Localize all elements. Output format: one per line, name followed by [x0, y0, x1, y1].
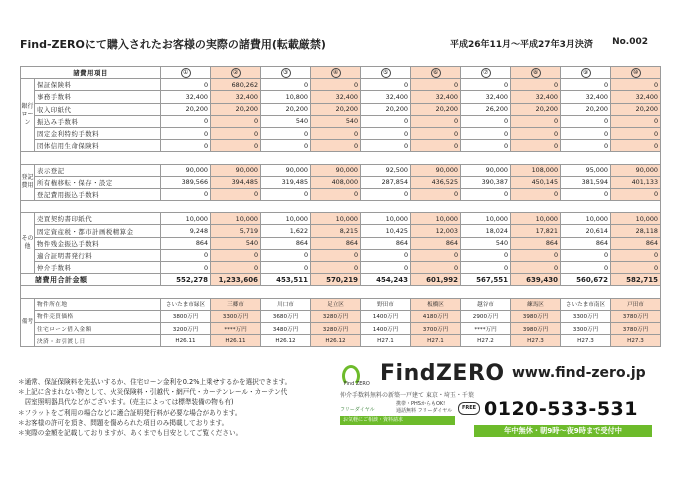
page-header: [20, 36, 660, 52]
cost-cell: 20,200: [411, 103, 461, 115]
info-row: [21, 335, 661, 347]
cost-cell: 0: [211, 115, 261, 127]
cost-cell: 90,000: [261, 164, 311, 176]
cost-cell: 0: [461, 127, 511, 139]
note-line: ＊上記に含まれない物として、火災保険料・引越代・網戸代・カーテンレール・カーテン代: [18, 388, 288, 397]
cost-cell: 540: [311, 115, 361, 127]
total-cell: 601,992: [411, 274, 461, 286]
item-header: 諸費用項目: [21, 67, 161, 79]
total-row: [21, 274, 661, 286]
cost-cell: 0: [611, 188, 661, 200]
cost-cell: 20,200: [161, 103, 211, 115]
cost-cell: 864: [261, 237, 311, 249]
freedial-tag: フリーダイヤル: [340, 407, 375, 413]
phone-info: [396, 401, 452, 415]
column-header: [561, 67, 611, 79]
row-label: 事務手数料: [35, 91, 161, 103]
cost-cell: 10,000: [211, 213, 261, 225]
row-label: 表示登記: [35, 164, 161, 176]
column-header: [311, 67, 361, 79]
cost-cell: 0: [461, 79, 511, 91]
cost-cell: 0: [161, 115, 211, 127]
cost-cell: 436,525: [411, 176, 461, 188]
cost-cell: 0: [161, 79, 211, 91]
info-cell: H27.3: [561, 335, 611, 347]
cost-cell: 90,000: [211, 164, 261, 176]
cost-cell: 0: [411, 115, 461, 127]
info-label: 物件売買価格: [35, 310, 161, 322]
info-cell: 3780万円: [611, 310, 661, 322]
cost-cell: 0: [261, 249, 311, 261]
group-label: 銀行ローン: [21, 79, 35, 152]
cost-cell: 5,719: [211, 225, 261, 237]
info-cell: H27.1: [411, 335, 461, 347]
info-cell: 3680万円: [261, 310, 311, 322]
cost-cell: 12,003: [411, 225, 461, 237]
cost-cell: 0: [561, 79, 611, 91]
cost-cell: 0: [411, 249, 461, 261]
cost-cell: 0: [311, 188, 361, 200]
cost-cell: 0: [361, 115, 411, 127]
cost-cell: 0: [311, 249, 361, 261]
cost-cell: 17,821: [511, 225, 561, 237]
column-header: [411, 67, 461, 79]
cost-cell: 0: [161, 249, 211, 261]
cost-cell: 0: [511, 249, 561, 261]
cost-cell: 0: [211, 127, 261, 139]
table-row: [21, 225, 661, 237]
column-number: ④: [331, 68, 341, 78]
brand-name: FindZERO: [380, 361, 505, 386]
table-row: [21, 188, 661, 200]
cost-cell: 864: [561, 237, 611, 249]
table-header-row: [21, 67, 661, 79]
consult-banner: お気軽にご相談・資料請求: [340, 416, 455, 425]
cost-cell: 0: [211, 262, 261, 274]
info-cell: 1400万円: [361, 310, 411, 322]
cost-cell: 10,000: [311, 213, 361, 225]
info-cell: 1400万円: [361, 322, 411, 334]
total-cell: 567,551: [461, 274, 511, 286]
remarks-label: 備考: [21, 298, 35, 347]
free-dial-icon: FREE: [458, 402, 480, 415]
table-row: [21, 103, 661, 115]
table-row: [21, 237, 661, 249]
row-label: 所有権移転・保存・設定: [35, 176, 161, 188]
row-label: 登記費用振込手数料: [35, 188, 161, 200]
row-label: 適合証明書発行料: [35, 249, 161, 261]
cost-cell: 381,594: [561, 176, 611, 188]
page-title: Find-ZEROにて購入されたお客様の実際の諸費用(転載厳禁): [20, 38, 326, 51]
info-cell: H27.2: [461, 335, 511, 347]
table-row: [21, 115, 661, 127]
info-cell: 三郷市: [211, 298, 261, 310]
info-row: [21, 322, 661, 334]
cost-cell: 8,215: [311, 225, 361, 237]
cost-cell: 32,400: [161, 91, 211, 103]
cost-cell: 90,000: [611, 164, 661, 176]
brand-subtitle: 仲介手数料無料の新築一戸建て 東京・埼玉・千葉: [340, 392, 474, 399]
cost-cell: 864: [311, 237, 361, 249]
cost-cell: 319,485: [261, 176, 311, 188]
total-cell: 454,243: [361, 274, 411, 286]
info-cell: 足立区: [311, 298, 361, 310]
info-cell: ****万円: [211, 322, 261, 334]
cost-cell: 0: [611, 79, 661, 91]
table-row: [21, 140, 661, 152]
cost-cell: 28,118: [611, 225, 661, 237]
info-cell: 越谷市: [461, 298, 511, 310]
column-number: ⑨: [581, 68, 591, 78]
cost-cell: 10,000: [411, 213, 461, 225]
cost-cell: 0: [261, 262, 311, 274]
total-label: 諸費用合計金額: [21, 274, 161, 286]
total-cell: 560,672: [561, 274, 611, 286]
cost-cell: 95,000: [561, 164, 611, 176]
cost-cell: 0: [611, 140, 661, 152]
row-label: 団体信用生命保険料: [35, 140, 161, 152]
cost-cell: 10,000: [261, 213, 311, 225]
group-label: その他: [21, 213, 35, 274]
column-number: ⑦: [481, 68, 491, 78]
table-row: [21, 176, 661, 188]
cost-cell: 20,200: [311, 103, 361, 115]
cost-cell: 540: [211, 237, 261, 249]
cost-cell: 0: [461, 115, 511, 127]
cost-cell: 32,400: [511, 91, 561, 103]
cost-cell: 92,500: [361, 164, 411, 176]
cost-cell: 0: [161, 127, 211, 139]
table-row: [21, 213, 661, 225]
cost-cell: 0: [261, 188, 311, 200]
document-number: No.002: [612, 37, 648, 47]
row-label: 収入印紙代: [35, 103, 161, 115]
cost-cell: 0: [561, 115, 611, 127]
cost-cell: 0: [361, 79, 411, 91]
cost-cell: 864: [611, 237, 661, 249]
cost-cell: 0: [461, 262, 511, 274]
cost-cell: 90,000: [311, 164, 361, 176]
cost-cell: 0: [561, 127, 611, 139]
info-cell: 3780万円: [611, 322, 661, 334]
cost-cell: 0: [311, 79, 361, 91]
company-logo-block: [340, 361, 660, 441]
cost-cell: 10,000: [361, 213, 411, 225]
cost-cell: 32,400: [361, 91, 411, 103]
cost-cell: 0: [411, 140, 461, 152]
group-spacer: [21, 152, 661, 164]
cost-cell: 864: [361, 237, 411, 249]
cost-cell: 32,400: [411, 91, 461, 103]
column-header: [211, 67, 261, 79]
cost-cell: 0: [261, 140, 311, 152]
cost-cell: 1,622: [261, 225, 311, 237]
cost-cell: 9,248: [161, 225, 211, 237]
info-cell: 3300万円: [561, 310, 611, 322]
info-cell: さいたま市緑区: [161, 298, 211, 310]
cost-cell: 0: [161, 188, 211, 200]
cost-cell: 10,800: [261, 91, 311, 103]
table-row: [21, 249, 661, 261]
total-cell: 570,219: [311, 274, 361, 286]
note-line: ＊フラットをご利用の場合などに適合証明発行料が必要な場合があります。: [18, 408, 242, 417]
cost-cell: 0: [461, 188, 511, 200]
column-header: [161, 67, 211, 79]
cost-cell: 26,200: [461, 103, 511, 115]
cost-cell: 32,400: [311, 91, 361, 103]
cost-cell: 287,854: [361, 176, 411, 188]
cost-cell: 10,000: [461, 213, 511, 225]
row-label: 保証保険料: [35, 79, 161, 91]
phone-info-line2: 通話無料 フリーダイヤル: [396, 408, 453, 414]
cost-cell: 0: [361, 262, 411, 274]
cost-cell: 394,485: [211, 176, 261, 188]
cost-cell: 0: [311, 127, 361, 139]
cost-cell: 0: [561, 249, 611, 261]
phone-number[interactable]: 0120-533-531: [484, 398, 638, 420]
info-cell: H27.1: [361, 335, 411, 347]
note-line: ＊通常、保証保険料を先払いするか、住宅ローン金利を0.2%上乗せするかを選択できます。: [18, 378, 292, 386]
period-text: 平成26年11月〜平成27年3月決済: [450, 40, 593, 50]
cost-cell: 0: [511, 262, 561, 274]
cost-cell: 32,400: [611, 91, 661, 103]
info-cell: 2900万円: [461, 310, 511, 322]
note-line: ＊実際の金額を記載しておりますが、あくまでも目安としてご覧ください。: [18, 429, 243, 438]
cost-cell: 20,200: [561, 103, 611, 115]
info-cell: 3300万円: [561, 322, 611, 334]
cost-cell: 20,200: [511, 103, 561, 115]
info-cell: H26.12: [261, 335, 311, 347]
info-cell: 戸田市: [611, 298, 661, 310]
cost-cell: 864: [161, 237, 211, 249]
table-row: [21, 164, 661, 176]
cost-cell: 390,387: [461, 176, 511, 188]
cost-cell: 0: [511, 115, 561, 127]
column-header: [611, 67, 661, 79]
info-cell: 3980万円: [511, 310, 561, 322]
cost-cell: 0: [561, 188, 611, 200]
cost-cell: 0: [411, 127, 461, 139]
table-row: [21, 91, 661, 103]
info-cell: H26.11: [161, 335, 211, 347]
info-cell: 3200万円: [161, 322, 211, 334]
info-cell: 3280万円: [311, 310, 361, 322]
cost-cell: 540: [461, 237, 511, 249]
cost-cell: 0: [461, 249, 511, 261]
cost-cell: 0: [611, 249, 661, 261]
cost-cell: 0: [411, 262, 461, 274]
column-number: ①: [181, 68, 191, 78]
total-cell: 552,278: [161, 274, 211, 286]
info-row: [21, 298, 661, 310]
info-cell: H26.12: [311, 335, 361, 347]
business-hours-banner: 年中無休・朝9時〜夜9時まで受付中: [474, 425, 652, 437]
cost-cell: 18,024: [461, 225, 511, 237]
info-cell: 3280万円: [311, 322, 361, 334]
group-label: 登記費用: [21, 164, 35, 201]
info-label: 住宅ローン借入金額: [35, 322, 161, 334]
column-number: ⑥: [431, 68, 441, 78]
info-row: [21, 310, 661, 322]
column-header: [511, 67, 561, 79]
row-label: 振込み手数料: [35, 115, 161, 127]
note-line: 居室照明器具代などがございます。(売主によっては標準装備の物も有): [18, 398, 234, 407]
info-cell: 3300万円: [211, 310, 261, 322]
cost-cell: 0: [311, 140, 361, 152]
cost-cell: 0: [411, 188, 461, 200]
cost-cell: 401,133: [611, 176, 661, 188]
info-cell: 3800万円: [161, 310, 211, 322]
column-header: [361, 67, 411, 79]
cost-cell: 90,000: [411, 164, 461, 176]
row-label: 物件残金振込手数料: [35, 237, 161, 249]
cost-cell: 864: [411, 237, 461, 249]
info-cell: 4180万円: [411, 310, 461, 322]
info-cell: 3980万円: [511, 322, 561, 334]
info-cell: 板橋区: [411, 298, 461, 310]
total-cell: 582,715: [611, 274, 661, 286]
website-url[interactable]: www.find-zero.jp: [512, 365, 646, 381]
cost-cell: 0: [211, 140, 261, 152]
column-number: ②: [231, 68, 241, 78]
logo-small-text: Find ZERO: [344, 381, 370, 387]
total-spacer: [21, 286, 661, 298]
row-label: 売買契約書印紙代: [35, 213, 161, 225]
cost-cell: 0: [611, 262, 661, 274]
column-number: ⑩: [631, 68, 641, 78]
cost-cell: 0: [361, 188, 411, 200]
cost-cell: 0: [311, 262, 361, 274]
cost-cell: 0: [561, 262, 611, 274]
cost-cell: 20,200: [361, 103, 411, 115]
info-cell: H27.3: [511, 335, 561, 347]
cost-cell: 0: [261, 127, 311, 139]
cost-cell: 0: [211, 188, 261, 200]
info-cell: 3700万円: [411, 322, 461, 334]
group-spacer: [21, 201, 661, 213]
info-cell: 野田市: [361, 298, 411, 310]
info-label: 物件所在地: [35, 298, 161, 310]
cost-cell: 0: [511, 188, 561, 200]
cost-cell: 10,000: [511, 213, 561, 225]
total-cell: 453,511: [261, 274, 311, 286]
cost-cell: 0: [361, 249, 411, 261]
cost-cell: 0: [611, 127, 661, 139]
total-cell: 639,430: [511, 274, 561, 286]
cost-cell: 32,400: [461, 91, 511, 103]
cost-cell: 0: [211, 249, 261, 261]
cost-cell: 0: [611, 115, 661, 127]
info-cell: ****万円: [461, 322, 511, 334]
cost-cell: 0: [511, 140, 561, 152]
info-cell: 練馬区: [511, 298, 561, 310]
note-line: ＊お客様の許可を頂き、問題を傷められた項目のみ掲載しております。: [18, 418, 229, 427]
total-cell: 1,233,606: [211, 274, 261, 286]
column-number: ⑧: [531, 68, 541, 78]
table-row: [21, 127, 661, 139]
cost-cell: 20,200: [211, 103, 261, 115]
cost-cell: 0: [361, 140, 411, 152]
notes-section: [18, 377, 318, 438]
cost-cell: 10,425: [361, 225, 411, 237]
cost-cell: 389,566: [161, 176, 211, 188]
cost-cell: 864: [511, 237, 561, 249]
cost-cell: 20,200: [261, 103, 311, 115]
cost-cell: 0: [461, 140, 511, 152]
info-cell: H26.11: [211, 335, 261, 347]
cost-cell: 0: [361, 127, 411, 139]
cost-cell: 0: [261, 79, 311, 91]
cost-cell: 10,000: [561, 213, 611, 225]
cost-cell: 0: [511, 127, 561, 139]
cost-cell: 540: [261, 115, 311, 127]
column-number: ⑤: [381, 68, 391, 78]
cost-cell: 20,614: [561, 225, 611, 237]
cost-cell: 0: [561, 140, 611, 152]
info-cell: 川口市: [261, 298, 311, 310]
cost-cell: 0: [161, 140, 211, 152]
info-cell: さいたま市南区: [561, 298, 611, 310]
cost-table: [20, 66, 661, 347]
cost-cell: 450,145: [511, 176, 561, 188]
cost-cell: 10,000: [161, 213, 211, 225]
phone-info-line1: 携帯・PHSからもOK!: [396, 401, 446, 407]
table-row: [21, 262, 661, 274]
cost-cell: 0: [411, 79, 461, 91]
cost-cell: 10,000: [611, 213, 661, 225]
row-label: 固定資産税・都市計画税精算金: [35, 225, 161, 237]
cost-cell: 32,400: [561, 91, 611, 103]
cost-cell: 20,200: [611, 103, 661, 115]
column-number: ③: [281, 68, 291, 78]
cost-cell: 408,000: [311, 176, 361, 188]
cost-cell: 90,000: [161, 164, 211, 176]
table-row: [21, 79, 661, 91]
row-label: 仲介手数料: [35, 262, 161, 274]
cost-cell: 0: [511, 79, 561, 91]
info-cell: 3480万円: [261, 322, 311, 334]
info-label: 決済・お引渡し日: [35, 335, 161, 347]
row-label: 固定金利特約手数料: [35, 127, 161, 139]
cost-cell: 90,000: [461, 164, 511, 176]
cost-cell: 108,000: [511, 164, 561, 176]
column-header: [461, 67, 511, 79]
info-cell: H27.3: [611, 335, 661, 347]
cost-cell: 32,400: [211, 91, 261, 103]
column-header: [261, 67, 311, 79]
cost-cell: 680,262: [211, 79, 261, 91]
cost-cell: 0: [161, 262, 211, 274]
